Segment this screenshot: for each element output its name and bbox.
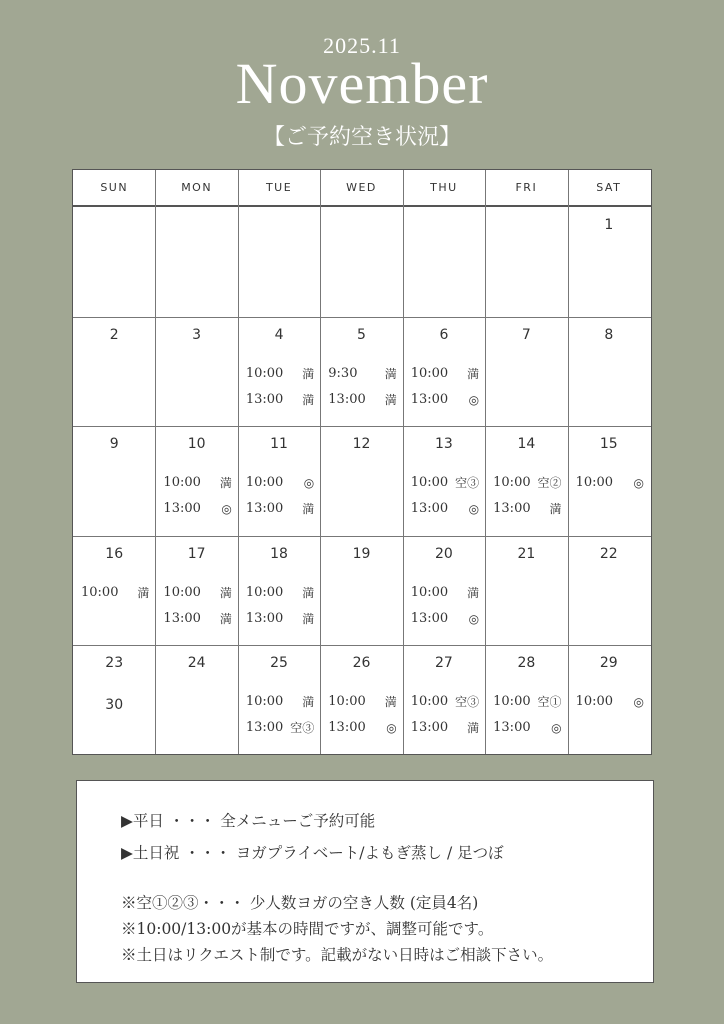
slot-time: 10:00: [410, 475, 449, 491]
day-number: 24: [187, 655, 206, 672]
day-number: 11: [270, 436, 288, 453]
slot-time: 13:00: [493, 501, 531, 517]
time-slot: [155, 496, 237, 522]
time-slot-list: [568, 470, 650, 496]
slot-status: 空③: [290, 721, 315, 736]
time-slot-list: [485, 689, 567, 741]
time-slot: [155, 606, 237, 632]
slot-status: 満: [302, 502, 315, 517]
calendar-day-cell: [320, 317, 402, 426]
slot-time: 10:00: [81, 584, 119, 600]
slot-status: 満: [302, 611, 315, 626]
time-slot: [403, 496, 485, 522]
time-slot: [403, 580, 485, 606]
note-legend: ※空①②③・・・ 少人数ヨガの空き人数 (定員4名): [121, 894, 479, 912]
calendar-day-cell: [238, 426, 320, 535]
day-number: 27: [435, 655, 453, 672]
time-slot: [568, 689, 650, 715]
calendar-day-cell: [568, 645, 650, 754]
day-number: 23: [105, 655, 124, 672]
slot-time: 13:00: [245, 610, 284, 626]
time-slot-list: [320, 361, 402, 413]
day-number: 4: [274, 326, 284, 343]
time-slot-list: [238, 689, 320, 741]
time-slot: [238, 470, 320, 496]
slot-status: 満: [467, 366, 480, 381]
slot-status: 満: [302, 392, 315, 407]
calendar-day-cell: [155, 645, 237, 754]
calendar-day-cell: [73, 317, 155, 426]
day-number: 12: [352, 436, 371, 453]
slot-time: 10:00: [245, 475, 284, 491]
slot-time: 10:00: [410, 694, 449, 710]
time-slot: [238, 580, 320, 606]
day-number: 15: [599, 436, 618, 453]
time-slot: [238, 689, 320, 715]
time-slot: [155, 580, 237, 606]
time-slot: [403, 470, 485, 496]
slot-status: 満: [302, 366, 315, 381]
day-number: 1: [604, 217, 614, 233]
time-slot: [238, 715, 320, 741]
slot-status: 満: [302, 695, 315, 710]
day-number: 28: [517, 655, 536, 672]
calendar-day-cell: [320, 426, 402, 535]
slot-status: 空③: [455, 695, 480, 710]
slot-time: 9:30: [328, 365, 358, 381]
calendar-day-cell: [155, 426, 237, 535]
time-slot: [403, 715, 485, 741]
slot-status: 満: [384, 695, 397, 710]
slot-status: 満: [302, 585, 315, 600]
note-weekend: ▶土日祝 ・・・ ヨガプライベート/よもぎ蒸し / 足つぼ: [121, 844, 504, 862]
weekday-header: [73, 170, 651, 207]
time-slot: [320, 689, 402, 715]
slot-status: ◎: [633, 476, 644, 491]
day-number: 25: [270, 655, 288, 672]
calendar-day-cell: [485, 645, 567, 754]
slot-time: 13:00: [245, 720, 284, 736]
slot-time: 10:00: [410, 365, 449, 381]
calendar-day-cell: [238, 536, 320, 645]
slot-status: ◎: [551, 721, 562, 736]
slot-time: 13:00: [163, 501, 201, 517]
time-slot: [485, 689, 567, 715]
slot-time: 10:00: [410, 584, 449, 600]
time-slot-list: [403, 361, 485, 413]
time-slot: [238, 496, 320, 522]
calendar-day-cell: [73, 645, 155, 754]
slot-time: 10:00: [245, 694, 284, 710]
calendar-day-cell: [73, 426, 155, 535]
slot-status: ◎: [468, 392, 480, 407]
day-number: 5: [357, 326, 366, 343]
time-slot: [155, 470, 237, 496]
month-title: November: [235, 51, 489, 116]
weekday-fri: FRI: [515, 181, 538, 194]
slot-status: 満: [467, 585, 480, 600]
time-slot-list: [238, 361, 320, 413]
slot-time: 10:00: [245, 365, 284, 381]
day-number: 20: [435, 545, 453, 562]
time-slot: [238, 606, 320, 632]
slot-time: 10:00: [575, 694, 614, 710]
time-slot-list: [238, 580, 320, 632]
calendar-day-cell: [485, 207, 567, 316]
slot-status: ◎: [386, 721, 397, 736]
day-number: 18: [270, 545, 288, 562]
calendar-day-cell: [320, 207, 402, 316]
time-slot: [320, 361, 402, 387]
slot-time: 10:00: [163, 584, 201, 600]
weekday-sat: SAT: [596, 181, 622, 194]
time-slot: [73, 580, 155, 606]
time-slot: [403, 387, 485, 413]
time-slot: [403, 361, 485, 387]
time-slot-list: [155, 580, 237, 632]
slot-status: ◎: [468, 502, 480, 517]
slot-status: 満: [219, 611, 232, 626]
calendar-day-cell: [73, 207, 155, 316]
day-number: 2: [109, 326, 119, 343]
calendar-day-cell: [403, 426, 485, 535]
calendar-day-cell: [403, 207, 485, 316]
day-number: 10: [187, 436, 206, 453]
time-slot-list: [155, 470, 237, 522]
slot-status: 満: [549, 502, 562, 517]
slot-time: 13:00: [493, 720, 531, 736]
calendar-grid: [72, 169, 652, 755]
availability-subtitle: 【ご予約空き状況】: [262, 125, 461, 150]
calendar-day-cell: [403, 645, 485, 754]
calendar-day-cell: [320, 645, 402, 754]
day-number: 29: [599, 655, 618, 672]
slot-status: ◎: [633, 695, 644, 710]
calendar-day-cell: [155, 317, 237, 426]
calendar-day-cell: [73, 536, 155, 645]
slot-time: 13:00: [410, 720, 449, 736]
weekday-mon: MON: [181, 181, 213, 194]
calendar-day-cell: [155, 536, 237, 645]
slot-time: 13:00: [328, 720, 366, 736]
time-slot-list: [403, 470, 485, 522]
slot-status: 満: [467, 721, 480, 736]
weekday-tue: TUE: [265, 181, 293, 194]
day-number: 6: [439, 326, 449, 343]
day-number: 7: [521, 326, 531, 343]
calendar-day-cell: [485, 426, 567, 535]
slot-time: 10:00: [245, 584, 284, 600]
day-number: 30: [105, 697, 124, 714]
notes-box: [76, 780, 654, 983]
slot-status: ◎: [303, 476, 315, 491]
year-label: 2025.11: [323, 33, 401, 58]
note-request: ※土日はリクエスト制です。記載がない日時はご相談下さい。: [121, 946, 554, 964]
time-slot: [568, 470, 650, 496]
time-slot: [485, 470, 567, 496]
time-slot: [238, 361, 320, 387]
calendar-day-cell: [568, 317, 650, 426]
slot-status: 満: [219, 585, 232, 600]
slot-time: 13:00: [328, 391, 366, 407]
time-slot: [320, 715, 402, 741]
day-number: 19: [352, 545, 371, 562]
slot-status: ◎: [468, 611, 480, 626]
slot-time: 13:00: [410, 610, 449, 626]
slot-status: ◎: [221, 502, 232, 517]
calendar-day-cell: [238, 207, 320, 316]
weekday-thu: THU: [430, 181, 458, 194]
day-number: 14: [517, 436, 536, 453]
calendar-day-cell: [568, 207, 650, 316]
time-slot-list: [320, 689, 402, 741]
slot-time: 13:00: [245, 391, 284, 407]
slot-status: 空②: [537, 476, 562, 491]
slot-time: 10:00: [575, 475, 614, 491]
calendar-day-cell: [568, 426, 650, 535]
slot-status: 満: [384, 366, 397, 381]
time-slot-list: [73, 580, 155, 606]
time-slot-list: [238, 470, 320, 522]
day-number: 26: [352, 655, 371, 672]
day-number: 13: [435, 436, 453, 453]
calendar-day-cell: [568, 536, 650, 645]
day-number: 9: [109, 436, 119, 453]
day-number: 21: [517, 545, 536, 562]
calendar-day-cell: [155, 207, 237, 316]
time-slot: [403, 606, 485, 632]
slot-time: 13:00: [163, 610, 201, 626]
time-slot-list: [568, 689, 650, 715]
weekday-sun: SUN: [100, 181, 129, 194]
time-slot: [320, 387, 402, 413]
slot-time: 10:00: [328, 694, 366, 710]
time-slot: [485, 496, 567, 522]
time-slot-list: [403, 689, 485, 741]
slot-status: 空①: [537, 695, 562, 710]
calendar-day-cell: [320, 536, 402, 645]
day-number: 17: [187, 545, 206, 562]
calendar-day-cell: [485, 317, 567, 426]
slot-status: 満: [137, 585, 150, 600]
calendar-day-cell: [403, 317, 485, 426]
note-weekday: ▶平日 ・・・ 全メニューご予約可能: [121, 812, 376, 830]
calendar-day-cell: [238, 645, 320, 754]
slot-time: 10:00: [493, 694, 531, 710]
slot-time: 10:00: [163, 475, 201, 491]
slot-time: 13:00: [410, 391, 449, 407]
day-number: 22: [599, 545, 618, 562]
time-slot: [403, 689, 485, 715]
time-slot: [238, 387, 320, 413]
note-times: ※10:00/13:00が基本の時間ですが、調整可能です。: [121, 920, 494, 938]
time-slot-list: [485, 470, 567, 522]
calendar-day-cell: [403, 536, 485, 645]
calendar-day-cell: [238, 317, 320, 426]
slot-status: 満: [384, 392, 397, 407]
slot-time: 13:00: [410, 501, 449, 517]
day-number: 8: [604, 326, 614, 343]
slot-time: 13:00: [245, 501, 284, 517]
slot-status: 空③: [455, 476, 480, 491]
slot-time: 10:00: [493, 475, 531, 491]
time-slot: [485, 715, 567, 741]
slot-status: 満: [219, 476, 232, 491]
weekday-wed: WED: [346, 181, 377, 194]
calendar-day-cell: [485, 536, 567, 645]
day-number: 3: [192, 326, 202, 343]
time-slot-list: [403, 580, 485, 632]
day-number: 16: [105, 545, 124, 562]
